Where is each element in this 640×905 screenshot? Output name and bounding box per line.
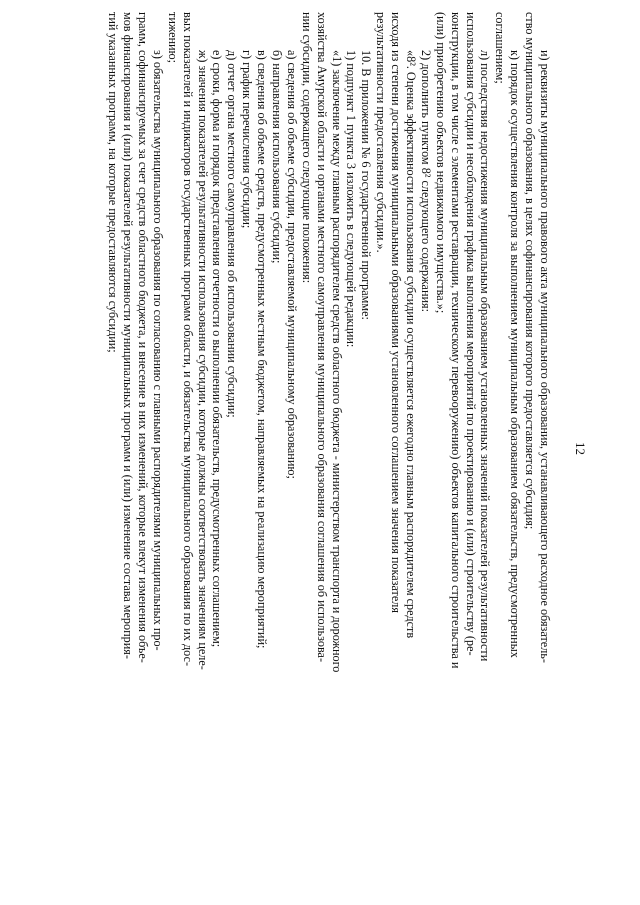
text-line: хозяйства Амурской области и органами местного самоуправления муниципального образования соглашения об использова-: [314, 12, 329, 663]
text-line: соглашением;: [493, 12, 508, 84]
text-line: е) сроки, форма и порядок представления отчетности о выполнении обязательств, предусмотренных соглашением;: [210, 50, 225, 648]
text-line: б) направления использования субсидии;: [269, 50, 284, 264]
text-line: вых показателей и индикаторов государственных программ области, и обязательства муниципального образования по их дос-: [180, 12, 195, 667]
text-line: д) отчет органа местного самоуправления об использовании субсидии;: [225, 50, 240, 418]
text-line: ство муниципального образования, в целях софинансирования которого предоставляется субсидия;: [523, 12, 538, 530]
text-line: мов финансирования и (или) показателей результативности муниципальных программ и (или) изменение состава мероприя-: [121, 12, 136, 659]
text-line: тижению;: [165, 12, 180, 64]
text-line: «1) заключение между главным распорядителем средств областного бюджета - министерством транспорта и дорожного: [329, 50, 344, 673]
text-line: (или) приобретению объектов недвижимого имущества.»;: [433, 12, 448, 314]
text-line: тий указанных программ, на которые предоставляются субсидии;: [106, 12, 121, 353]
text-line: и) реквизиты муниципального правового акта муниципального образования, устанавливающего расходное обязатель-: [538, 50, 552, 663]
text-line: 2) дополнить пунктом 8² следующего содержания:: [418, 50, 433, 312]
text-line: конструкции, в том числе с элементами реставрации, техническому перевооружению) объектов капитального строительства и: [448, 12, 463, 669]
page-number: 12: [573, 442, 588, 455]
text-line: в) сведения об объеме средств, предусмотренных местным бюджетом, направляемых на реализацию мероприятий;: [255, 50, 270, 649]
text-line: 10. В приложении № 6 государственной программе:: [359, 50, 374, 320]
text-line: а) сведения об объеме субсидии, предоставляемой муниципальному образованию;: [284, 50, 299, 479]
text-line: использования субсидии и несоблюдения графика выполнения мероприятий по проектированию и (или) строительству (ре-: [463, 12, 478, 656]
text-line: л) последствия недостижения муниципальным образованием установленных значений показателей результативности: [478, 50, 493, 662]
body-text: [105, 12, 552, 892]
rotated-content: [32, 12, 592, 892]
text-line: исходя из степени достижения муниципальными образованиями установленного соглашением значения показателя: [389, 12, 404, 613]
text-line: ж) значения показателей результативности использования субсидии, которые должны соответствовать значениям целе-: [195, 50, 210, 670]
text-line: нии субсидии, содержащего следующие положения:: [299, 12, 314, 284]
text-line: грамм, софинансируемых за счет средств областного бюджета, и внесение в них изменений, которые влекут изменения объе-: [135, 12, 150, 663]
text-line: к) порядок осуществления контроля за выполнением муниципальным образованием обязательств, предусмотренных: [508, 50, 523, 658]
text-line: результативности предоставления субсидии.».: [374, 12, 389, 253]
text-line: г) график перечисления субсидии;: [240, 50, 255, 229]
text-line: з) обязательства муниципального образования по согласованию с главными распорядителями муниципальных про-: [150, 50, 165, 651]
text-line: 1) подпункт 1 пункта 3 изложить в следующей редакции:: [344, 50, 359, 348]
text-line: «8². Оценка эффективности использования субсидии осуществляется ежегодно главным распорядителем средств: [403, 50, 418, 639]
